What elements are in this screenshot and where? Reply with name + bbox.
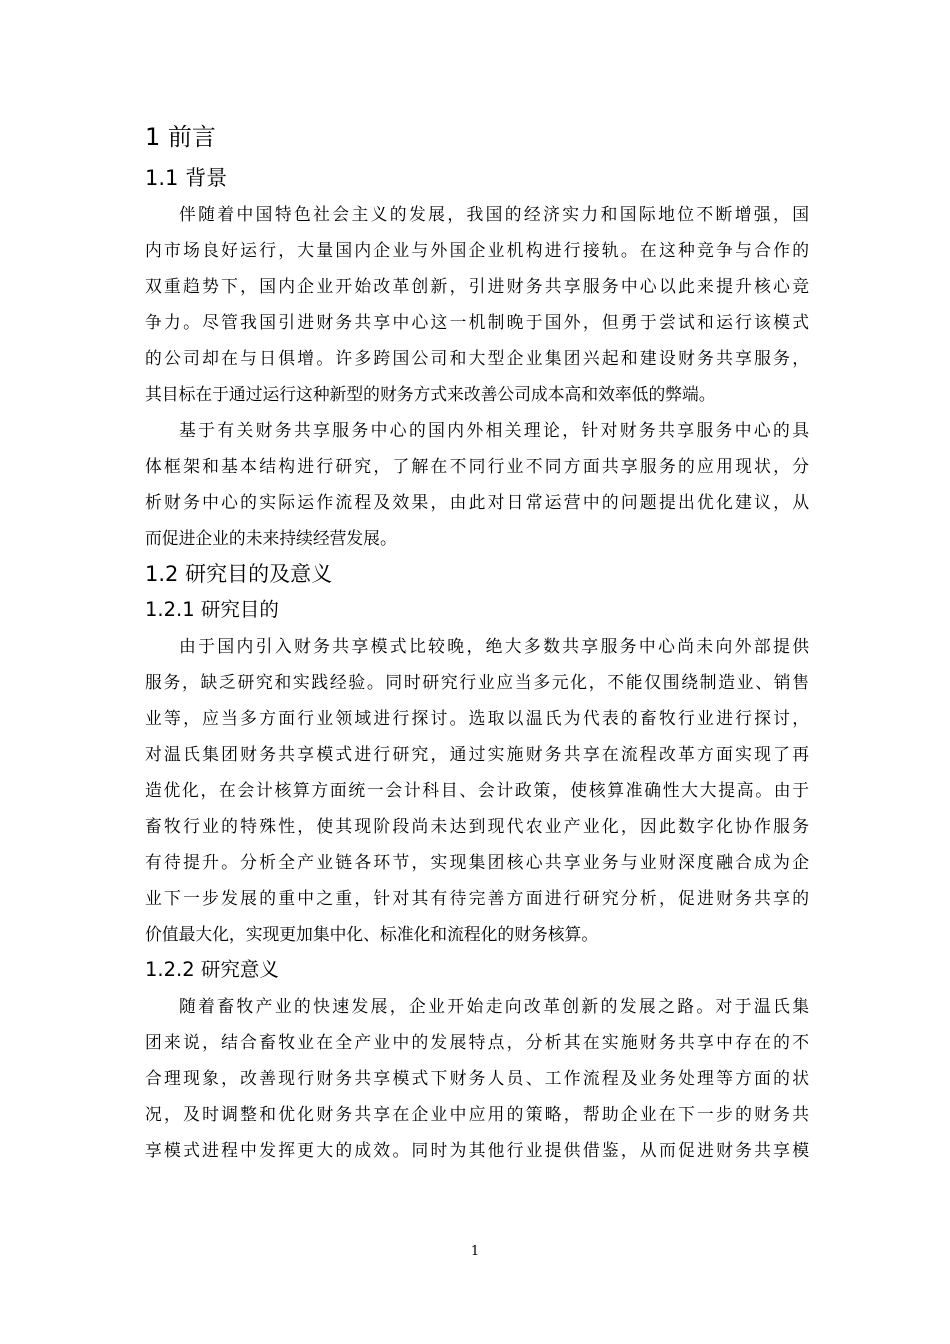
paragraph-line: 业下一步发展的重中之重，针对其有待完善方面进行研究分析，促进财务共享的	[145, 888, 809, 908]
paragraph-line: 双重趋势下，国内企业开始改革创新，引进财务共享服务中心以此来提升核心竞	[145, 276, 809, 296]
paragraph-line: 伴随着中国特色社会主义的发展，我国的经济实力和国际地位不断增强，国	[179, 204, 809, 224]
paragraph-line: 由于国内引入财务共享模式比较晚，绝大多数共享服务中心尚未向外部提供	[179, 636, 809, 656]
paragraph-line: 的公司却在与日俱增。许多跨国公司和大型企业集团兴起和建设财务共享服务，	[145, 348, 809, 368]
paragraph-line: 析财务中心的实际运作流程及效果，由此对日常运营中的问题提出优化建议，从	[145, 492, 809, 512]
paragraph-line: 而促进企业的未来持续经营发展。	[145, 528, 397, 548]
paragraph-line: 造优化，在会计核算方面统一会计科目、会计政策，使核算准确性大大提高。由于	[145, 780, 809, 800]
paragraph-line: 业等，应当多方面行业领域进行探讨。选取以温氏为代表的畜牧行业进行探讨，	[145, 708, 809, 728]
paragraph-line: 其目标在于通过运行这种新型的财务方式来改善公司成本高和效率低的弊端。	[145, 384, 716, 404]
paragraph-line: 随着畜牧产业的快速发展，企业开始走向改革创新的发展之路。对于温氏集	[179, 996, 809, 1016]
paragraph-line: 内市场良好运行，大量国内企业与外国企业机构进行接轨。在这种竞争与合作的	[145, 240, 809, 260]
subsection-heading-significance: 1.2.2 研究意义	[145, 958, 279, 981]
paragraph-line: 有待提升。分析全产业链各环节，实现集团核心共享业务与业财深度融合成为企	[145, 852, 809, 872]
subsection-heading-purpose: 1.2.1 研究目的	[145, 598, 279, 621]
paragraph-background-2	[145, 412, 809, 556]
paragraph-line: 体框架和基本结构进行研究，了解在不同行业不同方面共享服务的应用现状，分	[145, 456, 809, 476]
paragraph-line: 享模式进程中发挥更大的成效。同时为其他行业提供借鉴，从而促进财务共享模	[145, 1140, 809, 1160]
section-heading-purpose-significance: 1.2 研究目的及意义	[145, 562, 333, 586]
paragraph-line: 基于有关财务共享服务中心的国内外相关理论，针对财务共享服务中心的具	[179, 420, 809, 440]
chapter-title: 1 前言	[145, 123, 216, 151]
paragraph-line: 争力。尽管我国引进财务共享中心这一机制晚于国外，但勇于尝试和运行该模式	[145, 312, 809, 332]
page-number: 1	[470, 1244, 480, 1259]
paragraph-line: 服务，缺乏研究和实践经验。同时研究行业应当多元化，不能仅围绕制造业、销售	[145, 672, 809, 692]
paragraph-purpose-1	[145, 628, 809, 952]
paragraph-line: 对温氏集团财务共享模式进行研究，通过实施财务共享在流程改革方面实现了再	[145, 744, 809, 764]
paragraph-significance-1	[145, 988, 809, 1168]
paragraph-line: 合理现象，改善现行财务共享模式下财务人员、工作流程及业务处理等方面的状	[145, 1068, 809, 1088]
paragraph-line: 团来说，结合畜牧业在全产业中的发展特点，分析其在实施财务共享中存在的不	[145, 1032, 809, 1052]
section-heading-background: 1.1 背景	[145, 166, 228, 190]
paragraph-line: 畜牧行业的特殊性，使其现阶段尚未达到现代农业产业化，因此数字化协作服务	[145, 816, 809, 836]
paragraph-line: 价值最大化，实现更加集中化、标准化和流程化的财务核算。	[145, 924, 599, 944]
page-content	[145, 118, 809, 1168]
paragraph-line: 况，及时调整和优化财务共享在企业中应用的策略，帮助企业在下一步的财务共	[145, 1104, 809, 1124]
paragraph-background-1	[145, 196, 809, 412]
